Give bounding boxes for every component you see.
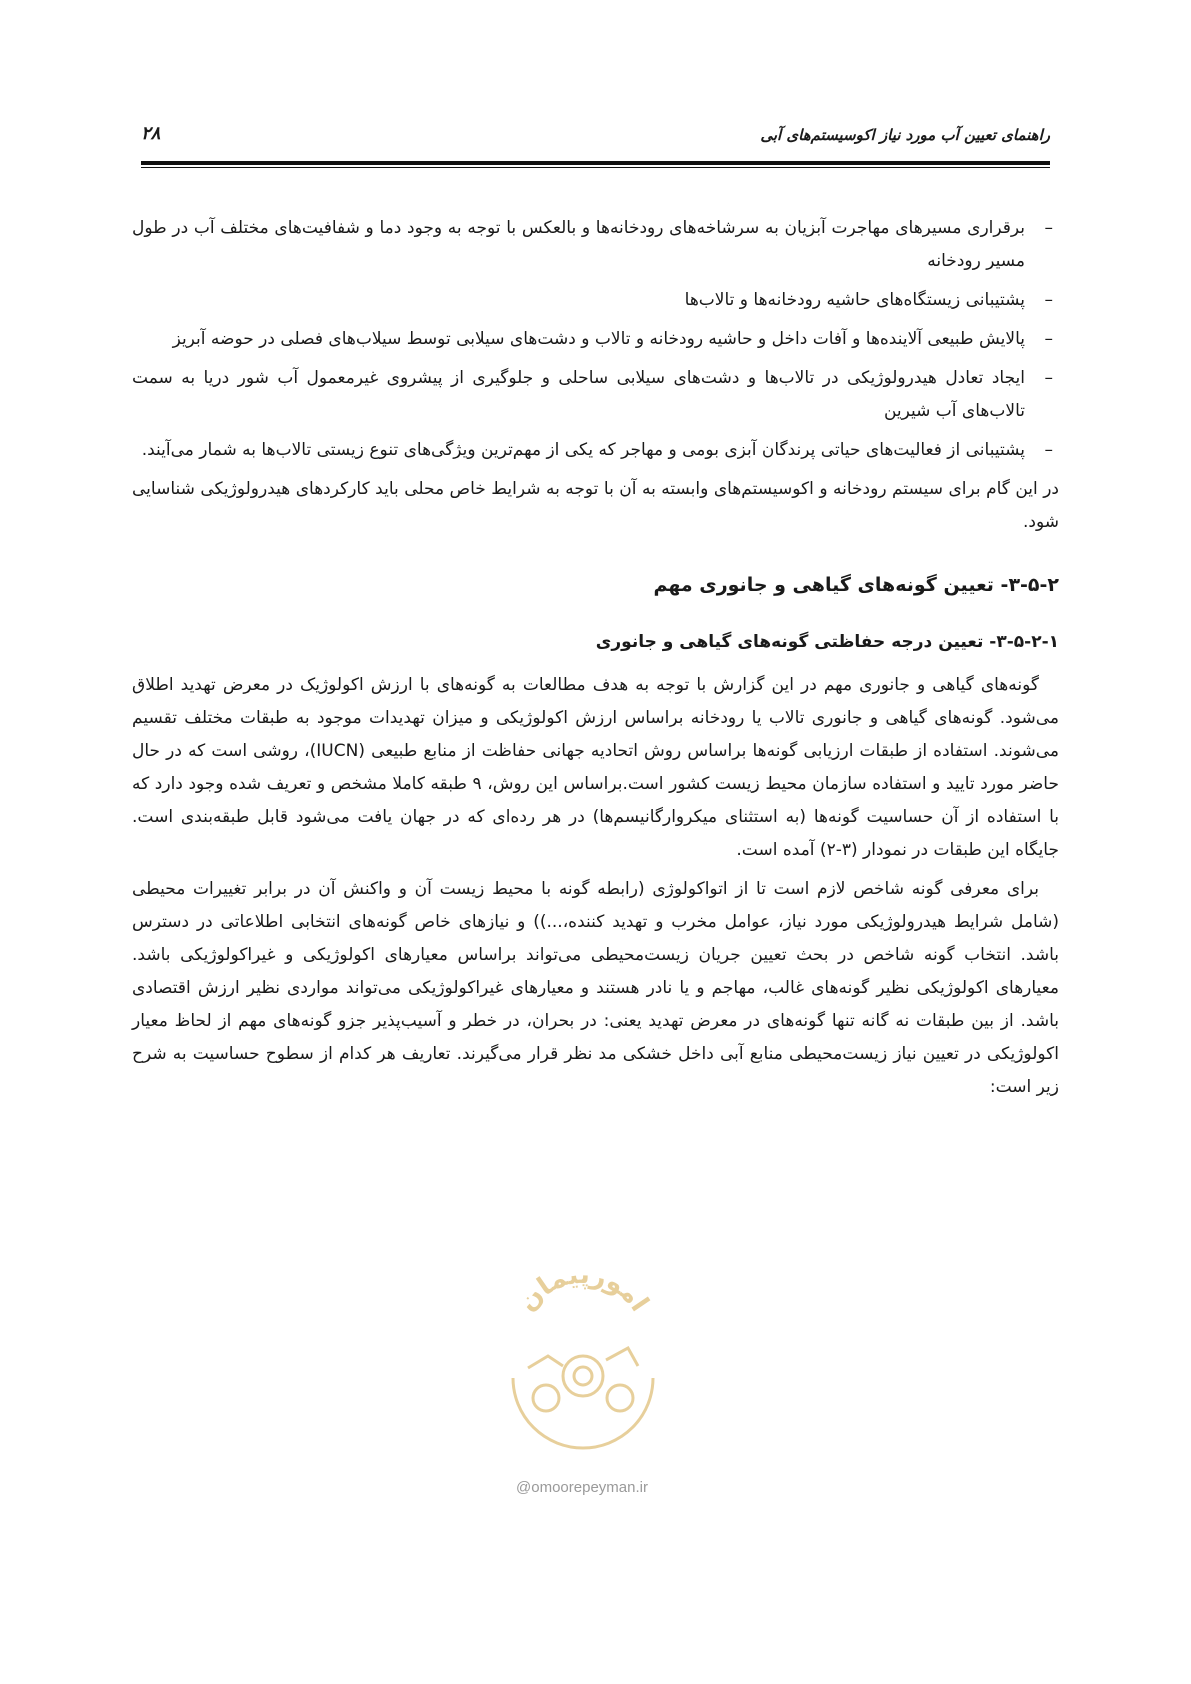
bullet-dash: – (1044, 329, 1053, 349)
list-item (132, 212, 1059, 278)
running-title: راهنمای تعیین آب مورد نیاز اکوسیستم‌های آبی (760, 126, 1050, 144)
page-number: ۲۸ (141, 123, 161, 144)
page-header (141, 118, 1050, 156)
bullet-text: پشتیبانی از فعالیت‌های حیاتی پرندگان آبزی بومی و مهاجر که یکی از مهم‌ترین ویژگی‌های تنوع زیستی تالاب‌ها به شمار می‌آیند. (141, 440, 1025, 460)
section-heading: ۳-۵-۲- تعیین گونه‌های گیاهی و جانوری مهم (653, 574, 1059, 596)
bullet-dash: – (1044, 290, 1053, 310)
watermark-logo (488, 1248, 678, 1468)
bullet-list (132, 212, 1059, 467)
list-item (132, 434, 1059, 467)
list-item (132, 284, 1059, 317)
bullet-text: برقراری مسیرهای مهاجرت آبزیان به سرشاخه‌های رودخانه‌ها و بالعکس با توجه به وجود دما و شفافیت‌های مختلف آب در طول مسیر رودخانه (132, 218, 1025, 271)
body-paragraph-2: برای معرفی گونه شاخص لازم است تا از اتواکولوژی (رابطه گونه با محیط زیست آن و واکنش آن در برابر تغییرات محیطی (شامل شرایط هیدرولوژیکی مورد نیاز، عوامل مخرب و تهدید کننده،...)) و نیازهای خاص گونه‌های انتخابی اطلاعاتی در دسترس باشد. انتخاب گونه شاخص در بحث تعیین جریان زیست‌محیطی می‌تواند براساس معیارهای اکولوژیکی و غیراکولوژیکی باشد. معیارهای اکولوژیکی نظیر گونه‌های غالب، مهاجم و یا نادر هستند و معیارهای غیراکولوژیکی می‌تواند مواردی نظیر ارزش اقتصادی باشد. از بین طبقات نه گانه تنها گونه‌های در معرض تهدید یعنی: در بحران، در خطر و آسیب‌پذیر جزو گونه‌های مهم از لحاظ معیار اکولوژیکی در تعیین نیاز زیست‌محیطی منابع آبی داخل خشکی مد نظر قرار می‌گیرند. تعاریف هر کدام از سطوح حساسیت به شرح زیر است: (132, 879, 1059, 1097)
header-rule-thick (141, 161, 1050, 165)
bullet-dash: – (1044, 368, 1053, 388)
header-rule-thin (141, 167, 1050, 168)
subsection-heading: ۳-۵-۲-۱- تعیین درجه حفاظتی گونه‌های گیاهی و جانوری (595, 632, 1059, 652)
watermark-logo-text: امورپیمان (512, 1259, 655, 1318)
bullet-dash: – (1044, 218, 1053, 238)
body-paragraph-1: گونه‌های گیاهی و جانوری مهم در این گزارش با توجه به هدف مطالعات به گونه‌های با ارزش اکولوژیک در معرض تهدید اطلاق می‌شود. گونه‌های گیاهی و جانوری تالاب یا رودخانه براساس ارزش اکولوژیکی و میزان تهدیدات موجود به طبقات مختلف تقسیم می‌شوند. استفاده از طبقات ارزیابی گونه‌ها براساس روش اتحادیه جهانی حفاظت از منابع طبیعی (IUCN)، روشی است که در حال حاضر مورد تایید و استفاده سازمان محیط زیست کشور است.براساس این روش، ۹ طبقه کاملا مشخص و تعریف شده وجود دارد که با استفاده از آن حساسیت گونه‌ها (به استثنای میکروارگانیسم‌ها) در هر رده‌ای که در جهان یافت می‌شود قابل طبقه‌بندی است. جایگاه این طبقات در نمودار (۳-۲) آمده است. (132, 675, 1059, 860)
list-item (132, 362, 1059, 428)
bullet-dash: – (1044, 440, 1053, 460)
bullet-text: پشتیبانی زیستگاه‌های حاشیه رودخانه‌ها و تالاب‌ها (684, 290, 1025, 310)
page-body (132, 212, 1059, 1110)
bullet-text: پالایش طبیعی آلاینده‌ها و آفات داخل و حاشیه رودخانه و تالاب و دشت‌های سیلابی توسط سیلاب‌های فصلی در حوضه آبریز (172, 329, 1025, 349)
intro-paragraph: در این گام برای سیستم رودخانه و اکوسیستم‌های وابسته به آن با توجه به شرایط خاص محلی باید کارکردهای هیدرولوژیکی شناسایی شود. (132, 479, 1059, 532)
watermark-url: @omoorepeyman.ir (516, 1479, 648, 1496)
list-item (132, 323, 1059, 356)
bullet-text: ایجاد تعادل هیدرولوژیکی در تالاب‌ها و دشت‌های سیلابی ساحلی و جلوگیری از پیشروی غیرمعمول آب شور دریا به سمت تالاب‌های آب شیرین (132, 368, 1025, 421)
